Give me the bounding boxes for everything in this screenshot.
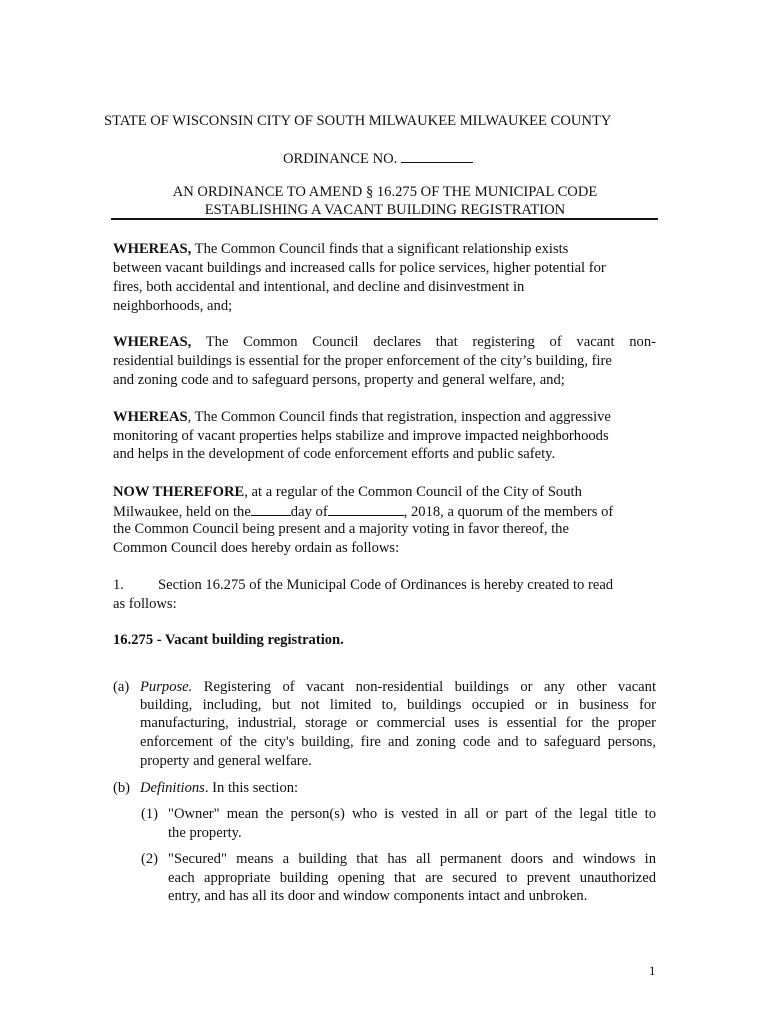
whereas1-lead: WHEREAS,: [113, 241, 192, 257]
whereas2-line3: and zoning code and to safeguard persons, property and general welfare, and;: [113, 372, 565, 388]
year-quorum-text: , 2018, a quorum of the members of: [403, 504, 614, 520]
def2-label: (2): [141, 851, 159, 867]
whereas2-lead: WHEREAS,: [113, 334, 192, 350]
def2-line2: each appropriate building opening that are secured to prevent unauthorized: [168, 870, 656, 886]
now-therefore-line2: [113, 501, 613, 521]
section-heading: 16.275 - Vacant building registration.: [113, 632, 344, 648]
now-therefore-lead: NOW THEREFORE: [113, 484, 245, 500]
whereas2-line2: residential buildings is essential for the proper enforcement of the city’s building, fire: [113, 353, 612, 369]
whereas1-line1: [113, 240, 568, 258]
item1-line1: Section 16.275 of the Municipal Code of Ordinances is hereby created to read: [158, 577, 614, 593]
para-a-line5: property and general welfare.: [140, 753, 312, 769]
now-therefore-line1: [113, 483, 582, 501]
ordinance-number-line: [283, 148, 473, 168]
para-a-line3: manufacturing, industrial, storage or commercial uses is essential for the proper: [140, 715, 656, 731]
title-divider: [111, 218, 658, 220]
def1-label: (1): [141, 806, 159, 822]
para-a-term: Purpose.: [140, 679, 193, 695]
now-therefore-line3: the Common Council being present and a majority voting in favor thereof, the: [113, 521, 569, 537]
para-b-text: . In this section:: [204, 780, 299, 796]
para-a-line2: building, including, but not limited to, buildings occupied or in business for: [140, 697, 656, 713]
whereas1-line3: fires, both accidental and intentional, and decline and disinvestment in: [113, 279, 525, 295]
day-of-text: day of: [290, 504, 328, 520]
para-a-line4: enforcement of the city's building, fire and zoning code and to safeguard persons,: [140, 734, 656, 750]
ordinance-title-line1: AN ORDINANCE TO AMEND § 16.275 OF THE MUNICIPAL CODE: [172, 184, 598, 200]
para-b-label: (b): [113, 780, 131, 796]
para-b-term: Definitions: [140, 780, 205, 796]
now-therefore-text: , at a regular of the Common Council of the City of South: [244, 484, 582, 500]
page-number: 1: [649, 963, 656, 978]
para-a-line1: [140, 678, 656, 696]
item1-line2: as follows:: [113, 596, 177, 612]
whereas3-line1: [113, 408, 611, 426]
day-blank: [251, 501, 291, 516]
para-a-label: (a): [113, 679, 130, 695]
whereas1-text: The Common Council finds that a significant relationship exists: [191, 241, 569, 257]
whereas1-line4: neighborhoods, and;: [113, 298, 233, 314]
para-a-text: Registering of vacant non-residential buildings or any other vacant: [192, 679, 656, 695]
ordinance-number-blank: [401, 148, 473, 163]
para-b-line: [140, 779, 298, 797]
month-blank: [328, 501, 404, 516]
held-on-text: Milwaukee, held on the: [113, 504, 251, 520]
whereas2-line1: [113, 333, 656, 351]
whereas2-text: The Common Council declares that registering of vacant non-: [191, 334, 656, 350]
whereas3-lead: WHEREAS: [113, 409, 188, 425]
whereas3-text: , The Common Council finds that registration, inspection and aggressive: [187, 409, 611, 425]
item1-number: 1.: [113, 577, 124, 593]
whereas1-line2: between vacant buildings and increased calls for police services, higher potential for: [113, 260, 606, 276]
def1-line1: "Owner" mean the person(s) who is vested in all or part of the legal title to: [168, 806, 656, 822]
def2-line1: "Secured" means a building that has all permanent doors and windows in: [168, 851, 656, 867]
def2-line3: entry, and has all its door and window components intact and unbroken.: [168, 888, 588, 904]
ordinance-title-line2: ESTABLISHING A VACANT BUILDING REGISTRATION: [204, 202, 566, 218]
def1-line2: the property.: [168, 825, 242, 841]
now-therefore-line4: Common Council does hereby ordain as follows:: [113, 540, 400, 556]
whereas3-line2: monitoring of vacant properties helps stabilize and improve impacted neighborhoods: [113, 428, 609, 444]
ordinance-number-label: ORDINANCE NO.: [283, 151, 398, 167]
jurisdiction-heading: STATE OF WISCONSIN CITY OF SOUTH MILWAUKEE MILWAUKEE COUNTY: [104, 113, 612, 129]
whereas3-line3: and helps in the development of code enforcement efforts and public safety.: [113, 446, 556, 462]
